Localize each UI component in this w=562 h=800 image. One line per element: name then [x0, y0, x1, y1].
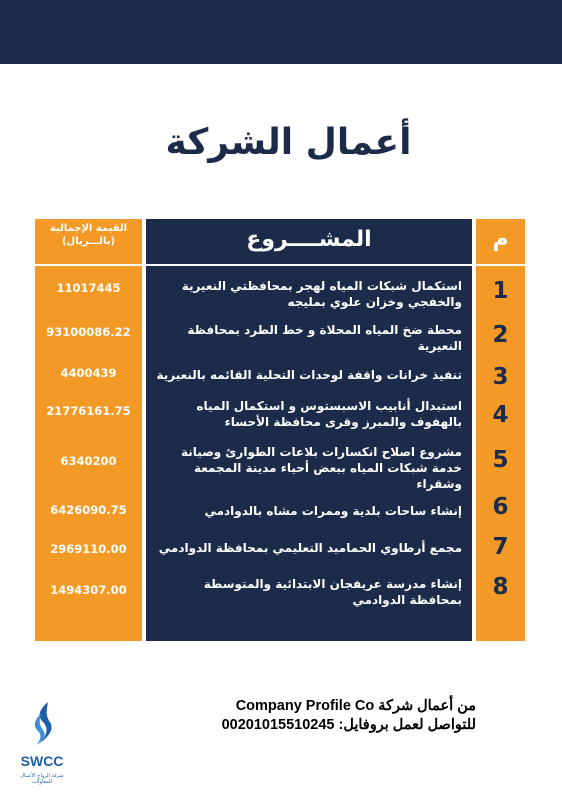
row-project: محطة ضخ المياه المحلاة و خط الطرد بمحافظة النعيرية	[187, 323, 462, 353]
row-value: 2969110.00	[50, 542, 127, 556]
row-value: 11017445	[56, 281, 121, 295]
footer-contact	[150, 697, 476, 735]
row-project: استكمال شبكات المياه لهجر بمحافظتي النعيرية والخفجي وخزان علوي بمليجه	[181, 279, 462, 309]
header-divider	[35, 264, 142, 266]
logo-subtitle: شركة الرواج الأعمال للمقاولات	[20, 773, 64, 785]
row-number: 4	[492, 402, 509, 428]
row-value: 6340200	[60, 454, 117, 468]
row-project: مشروع اصلاح انكسارات بلاعات الطوارئ وصيانة خدمة شبكات المياه ببعض أحياء مدينة المجمعة وشقراء	[181, 445, 462, 491]
footer-line-1: من أعمال شركة Company Profile Co	[235, 698, 476, 714]
header-number: م	[492, 227, 509, 252]
row-project: مجمع أرطاوي الحماميد التعليمي بمحافظة الدوادمي	[158, 541, 462, 555]
row-number: 3	[492, 364, 509, 390]
logo-name: SWCC	[20, 753, 64, 769]
row-number: 6	[492, 494, 509, 520]
row-number: 7	[492, 534, 509, 560]
row-value: 4400439	[60, 366, 117, 380]
row-value: 93100086.22	[46, 325, 131, 339]
row-value: 21776161.75	[46, 404, 131, 418]
row-project: إنشاء ساحات بلدية وممرات مشاه بالدوادمي	[204, 504, 462, 518]
row-project: تنفيذ خرانات واقفة لوحدات التحلية القائمه بالنعيرية	[156, 368, 462, 382]
row-value: 1494307.00	[50, 583, 127, 597]
header-divider	[476, 264, 525, 266]
row-number: 8	[492, 574, 509, 600]
header-band	[0, 0, 562, 64]
header-divider	[146, 264, 472, 266]
row-number: 1	[492, 278, 509, 304]
header-value: القيمة الإجمالية (بالـــريال)	[49, 223, 128, 247]
row-value: 6426090.75	[50, 503, 127, 517]
row-number: 5	[492, 447, 509, 473]
row-project: استبدال أنابيب الاسبستوس و استكمال المياه بالهفوف والمبرز وقرى محافظة الأحساء	[196, 399, 462, 429]
header-project: المشــــروع	[246, 227, 372, 252]
footer-line-2: للتواصل لعمل بروفايل: 00201015510245	[221, 717, 476, 733]
page-title: أعمال الشركة	[165, 122, 412, 163]
row-project: إنشاء مدرسة عريفجان الابتدائية والمتوسطة بمحافظة الدوادمي	[203, 577, 462, 607]
row-number: 2	[492, 322, 509, 348]
